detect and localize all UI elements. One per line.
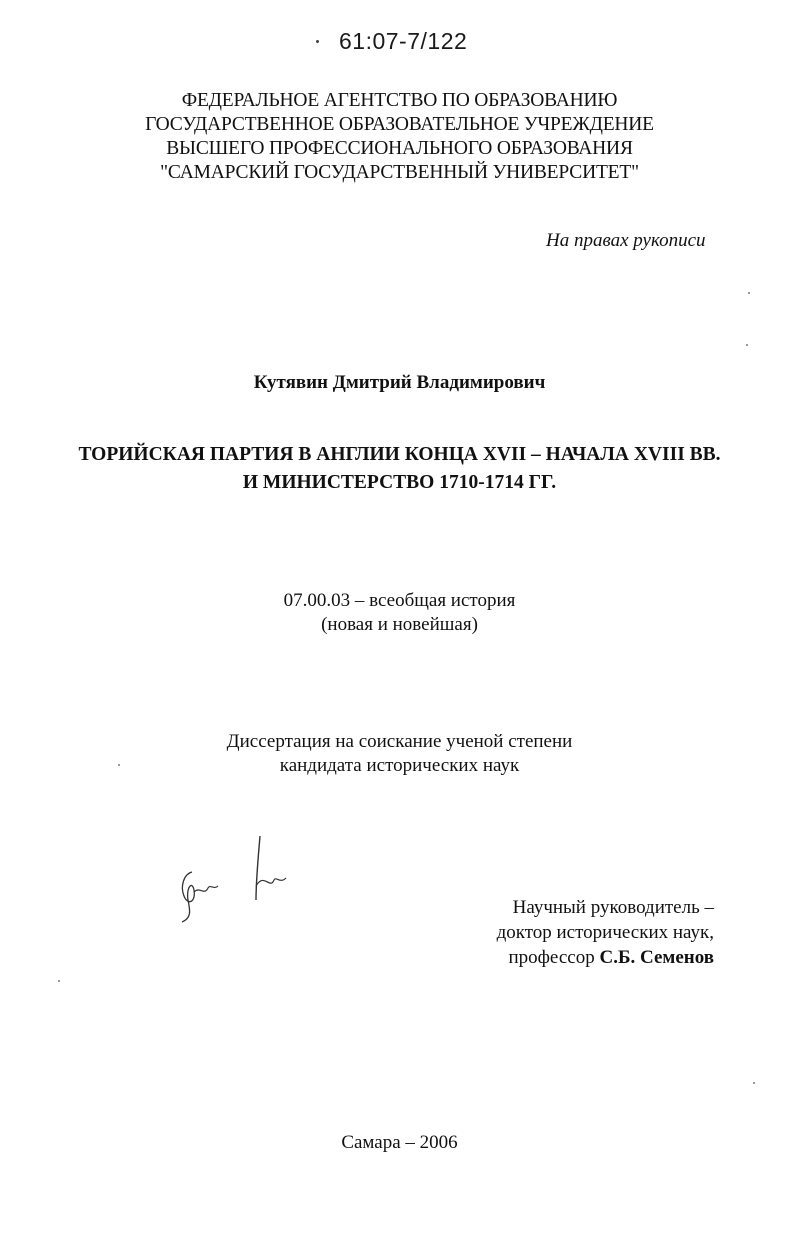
title-line-2: И МИНИСТЕРСТВО 1710-1714 ГГ. — [242, 472, 557, 493]
scan-speck — [118, 764, 120, 766]
specialty-subfield: (новая и новейшая) — [321, 614, 478, 635]
scan-speck — [58, 980, 60, 982]
scan-dot — [316, 40, 319, 43]
city-year: Самара – 2006 — [341, 1132, 458, 1153]
manuscript-rights: На правах рукописи — [546, 230, 706, 251]
signature-mark — [170, 830, 300, 930]
scan-speck — [748, 292, 750, 294]
institution-line-3: ВЫСШЕГО ПРОФЕССИОНАЛЬНОГО ОБРАЗОВАНИЯ — [166, 138, 633, 159]
supervisor-name-line — [470, 945, 714, 970]
supervisor-title: профессор — [508, 947, 595, 968]
author-name: Кутявин Дмитрий Владимирович — [253, 372, 546, 393]
supervisor-name: С.Б. Семенов — [599, 947, 714, 968]
supervisor-degree: доктор исторических наук, — [496, 922, 714, 943]
title-line-1: ТОРИЙСКАЯ ПАРТИЯ В АНГЛИИ КОНЦА XVII – НАЧАЛА XVIII ВВ. — [78, 444, 721, 465]
scan-speck — [753, 1082, 755, 1084]
institution-line-4: "САМАРСКИЙ ГОСУДАРСТВЕННЫЙ УНИВЕРСИТЕТ" — [160, 162, 639, 183]
institution-line-2: ГОСУДАРСТВЕННОЕ ОБРАЗОВАТЕЛЬНОЕ УЧРЕЖДЕНИЕ — [145, 114, 654, 135]
supervisor-role: Научный руководитель – — [512, 897, 714, 918]
scan-speck — [746, 344, 748, 346]
dissertation-candidate: кандидата исторических наук — [279, 755, 520, 776]
specialty-code: 07.00.03 – всеобщая история — [283, 590, 516, 611]
registration-code: 61:07-7/122 — [339, 28, 468, 54]
institution-line-1: ФЕДЕРАЛЬНОЕ АГЕНТСТВО ПО ОБРАЗОВАНИЮ — [181, 90, 618, 111]
dissertation-degree: Диссертация на соискание ученой степени — [226, 731, 573, 752]
